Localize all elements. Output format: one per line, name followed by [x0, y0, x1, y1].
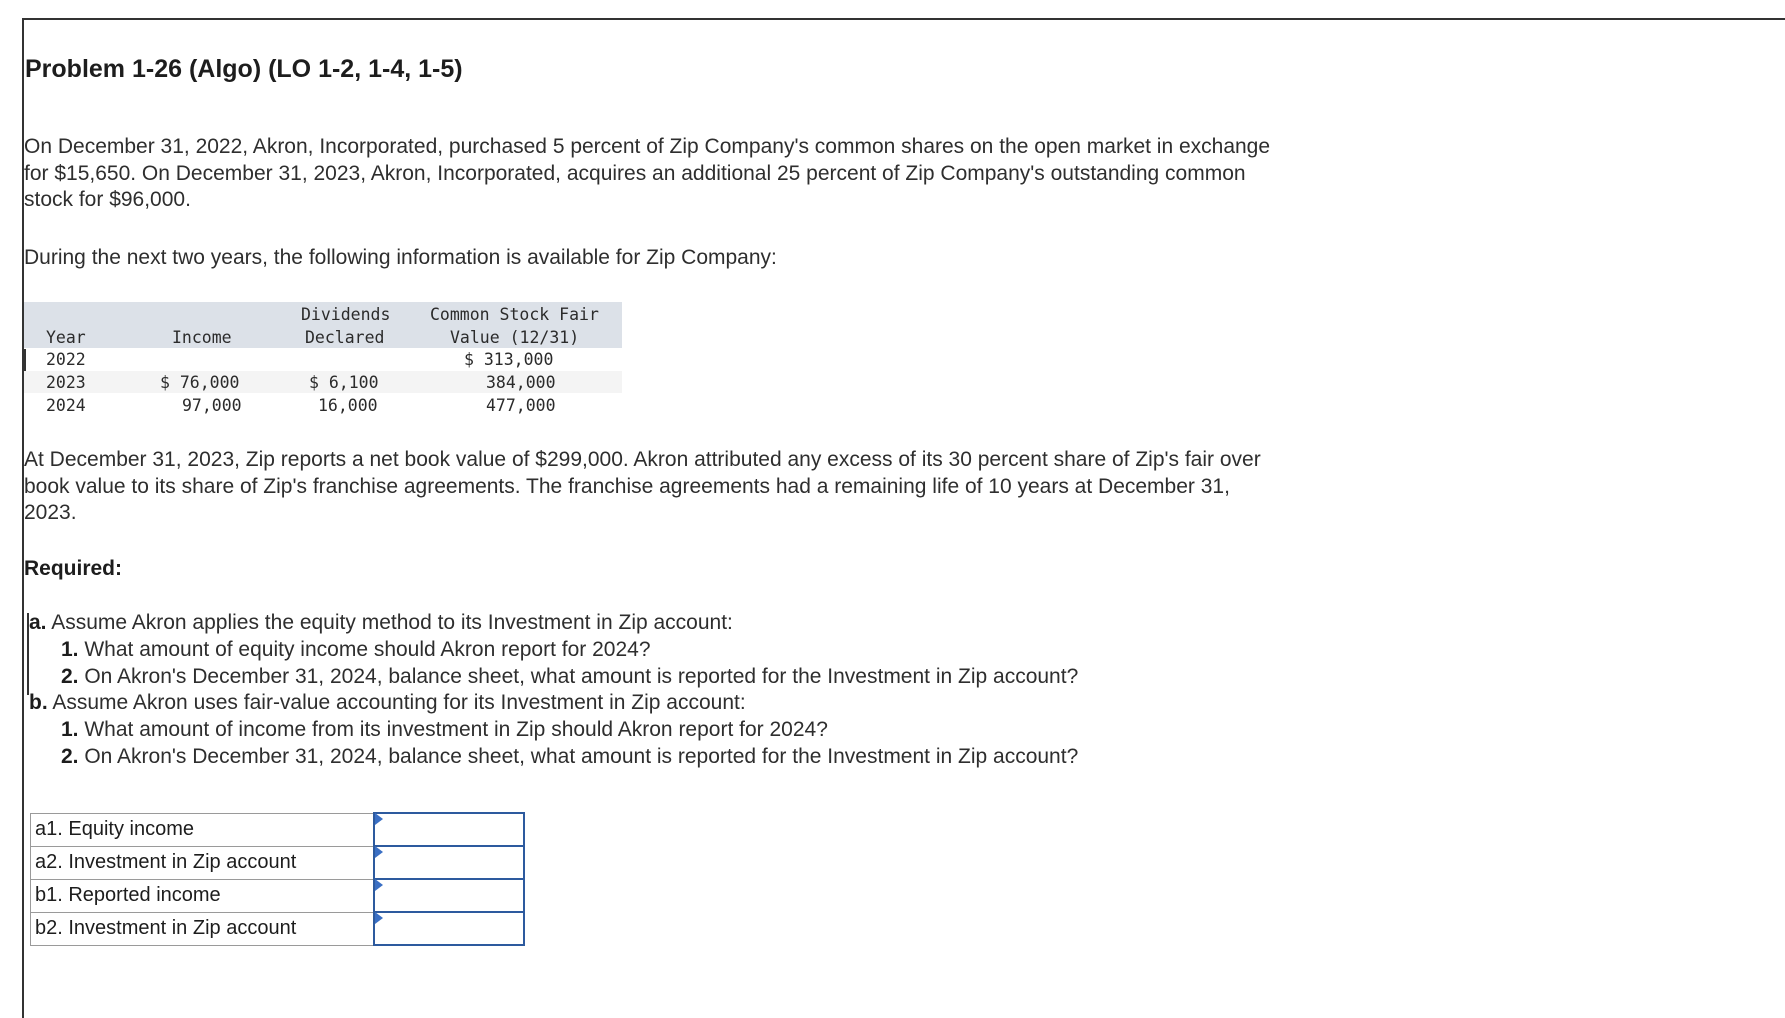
cell-year: 2024 [46, 396, 86, 415]
intro-line: stock for $96,000. [24, 188, 191, 211]
requirement-a2 [29, 664, 1078, 691]
equity-income-input[interactable] [375, 814, 523, 845]
problem-title: Problem 1-26 (Algo) (LO 1-2, 1-4, 1-5) [25, 55, 463, 83]
requirement-a1 [29, 637, 1078, 664]
requirement-a2-text: On Akron's December 31, 2024, balance sheet, what amount is reported for the Investment in Zip account? [78, 664, 1079, 688]
requirement-b2-label: 2. [61, 744, 79, 768]
answer-row-b2 [31, 912, 524, 945]
cell-income: $ 76,000 [160, 373, 240, 392]
answer-cell [374, 846, 524, 879]
input-marker-icon [375, 813, 383, 825]
header-income: Income [172, 328, 232, 347]
investment-equity-input[interactable] [375, 847, 523, 878]
reported-income-input[interactable] [375, 880, 523, 911]
header-fair-value-line1: Common Stock Fair [430, 305, 599, 324]
header-dividends-line2: Declared [305, 328, 385, 347]
answer-table [30, 812, 525, 946]
requirement-a1-label: 1. [61, 637, 79, 661]
requirement-b2 [29, 744, 1078, 771]
cell-fair-value: $ 313,000 [464, 350, 554, 369]
requirement-b1-text: What amount of income from its investment in Zip should Akron report for 2024? [78, 718, 828, 742]
requirement-a [29, 610, 1078, 637]
cell-dividends: 16,000 [318, 396, 378, 415]
answer-cell [374, 879, 524, 912]
answer-row-a1 [31, 813, 524, 846]
book-value-paragraph [24, 447, 1261, 527]
intro-line: On December 31, 2022, Akron, Incorporated, purchased 5 percent of Zip Company's common shares on the open market in exchange [24, 135, 1271, 158]
requirement-b2-text: On Akron's December 31, 2024, balance sheet, what amount is reported for the Investment in Zip account? [78, 744, 1079, 768]
cell-fair-value: 384,000 [486, 373, 556, 392]
answer-label: a1. Equity income [31, 813, 374, 846]
header-year: Year [46, 328, 86, 347]
answer-cell [374, 813, 524, 846]
required-heading: Required: [24, 557, 123, 580]
book-value-line: At December 31, 2023, Zip reports a net book value of $299,000. Akron attributed any excess of its 30 percent share of Zip's fair over [24, 448, 1261, 471]
row-marker-bar [24, 349, 26, 371]
cell-year: 2023 [46, 373, 86, 392]
input-marker-icon [375, 879, 383, 891]
info-line: During the next two years, the following information is available for Zip Company: [24, 246, 777, 269]
requirement-a1-text: What amount of equity income should Akron report for 2024? [78, 637, 651, 661]
requirement-b1-label: 1. [61, 718, 79, 742]
requirements-marker-bar [27, 613, 29, 695]
requirement-a-text: Assume Akron applies the equity method to its Investment in Zip account: [46, 611, 733, 634]
book-value-line: book value to its share of Zip's franchise agreements. The franchise agreements had a remaining life of 10 years at December 31, [24, 474, 1230, 498]
requirement-b-label: b. [29, 691, 48, 715]
cell-income: 97,000 [182, 396, 242, 415]
requirement-b-text: Assume Akron uses fair-value accounting for its Investment in Zip account: [47, 691, 746, 715]
cell-year: 2022 [46, 350, 86, 369]
answer-cell [374, 912, 524, 945]
header-dividends-line1: Dividends [301, 305, 391, 324]
intro-paragraph [24, 134, 1270, 214]
answer-label: b2. Investment in Zip account [31, 912, 374, 945]
header-fair-value-line2: Value (12/31) [450, 328, 580, 347]
requirements-list [29, 610, 1078, 771]
requirement-b1 [29, 717, 1078, 744]
answer-label: a2. Investment in Zip account [31, 846, 374, 879]
requirement-a2-label: 2. [61, 664, 79, 688]
investment-fair-value-input[interactable] [375, 913, 523, 944]
requirement-a-label: a. [29, 611, 47, 634]
answer-row-a2 [31, 846, 524, 879]
info-paragraph [24, 245, 777, 272]
cell-fair-value: 477,000 [486, 396, 556, 415]
input-marker-icon [375, 912, 383, 924]
cell-dividends: $ 6,100 [309, 373, 379, 392]
answer-row-b1 [31, 879, 524, 912]
answer-label: b1. Reported income [31, 879, 374, 912]
book-value-line: 2023. [24, 501, 77, 524]
requirement-b [29, 690, 1078, 717]
input-marker-icon [375, 846, 383, 858]
intro-line: for $15,650. On December 31, 2023, Akron, Incorporated, acquires an additional 25 percent of Zip Company's outstanding common [24, 161, 1246, 185]
